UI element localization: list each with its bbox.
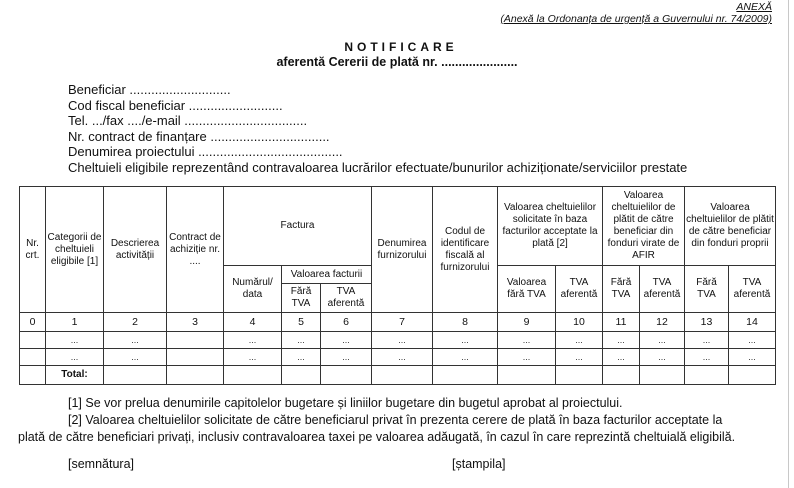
table-row	[20, 349, 776, 366]
expenses-table	[19, 186, 776, 385]
column-number: 3	[167, 313, 224, 332]
table-cell	[167, 349, 224, 366]
header-tva-aferenta-14: TVA aferentă	[729, 266, 776, 313]
column-number: 4	[224, 313, 282, 332]
table-cell: ...	[498, 349, 556, 366]
table-cell: ...	[224, 332, 282, 349]
table-cell: ...	[46, 332, 104, 349]
table-cell: ...	[603, 349, 640, 366]
table-cell	[640, 366, 685, 385]
document-subtitle: aferentă Cererii de plată nr. ......................	[276, 55, 518, 69]
table-cell	[20, 366, 46, 385]
table-cell	[167, 332, 224, 349]
table-cell: ...	[321, 332, 372, 349]
header-tva-aferenta-10: TVA aferentă	[556, 266, 603, 313]
table-cell: ...	[46, 349, 104, 366]
table-cell: ...	[640, 332, 685, 349]
table-row	[20, 332, 776, 349]
table-cell: ...	[282, 349, 321, 366]
table-cell	[603, 366, 640, 385]
field-project-name: Denumirea proiectului ........................................	[68, 144, 343, 160]
header-denumirea-furnizorului: Denumirea furnizorului	[372, 187, 433, 313]
table-cell: ...	[729, 332, 776, 349]
table-cell: ...	[104, 332, 167, 349]
table-cell: ...	[321, 349, 372, 366]
table-cell: ...	[498, 332, 556, 349]
header-valoarea-afir: Valoarea cheltuielilor de plătit de către beneficiar din fonduri virate de AFIR	[603, 187, 685, 266]
column-number-row	[20, 313, 776, 332]
table-cell: ...	[372, 349, 433, 366]
field-cod-fiscal: Cod fiscal beneficiar ..........................	[68, 97, 283, 113]
table-cell	[321, 366, 372, 385]
column-number: 13	[685, 313, 729, 332]
field-contract: Nr. contract de finanțare .................................	[68, 128, 330, 144]
column-number: 11	[603, 313, 640, 332]
table-cell: ...	[729, 349, 776, 366]
column-number: 10	[556, 313, 603, 332]
header-fara-tva-5: Fără TVA	[282, 284, 321, 313]
field-eligible-expenses: Cheltuieli eligibile reprezentând contravaloarea lucrărilor efectuate/bunurilor achiziționate/serviciilor prestate	[68, 159, 688, 175]
footnote-1: [1] Se vor prelua denumirile capitolelor bugetare și liniilor bugetare din bugetul aprobat al proiectului.	[68, 396, 623, 410]
table-cell	[20, 332, 46, 349]
header-valoarea-facturii: Valoarea facturii	[282, 266, 372, 284]
table-cell: ...	[104, 349, 167, 366]
table-cell: ...	[556, 349, 603, 366]
header-nr-crt: Nr. crt.	[20, 187, 46, 313]
table-cell	[556, 366, 603, 385]
footnote-2-line-2: plată de către beneficiari privați, inclusiv contravaloarea taxei pe valoarea adăugată, în cazul în care reprezintă cheltuială eligibilă.	[18, 430, 736, 444]
table-cell: ...	[372, 332, 433, 349]
table-cell: ...	[640, 349, 685, 366]
signature-label: [semnătura]	[68, 457, 135, 471]
total-row	[20, 366, 776, 385]
table-cell	[282, 366, 321, 385]
header-tva-aferenta-6: TVA aferentă	[321, 284, 372, 313]
table-cell: ...	[282, 332, 321, 349]
column-number: 1	[46, 313, 104, 332]
column-number: 12	[640, 313, 685, 332]
column-number: 2	[104, 313, 167, 332]
header-valoarea-solicitate: Valoarea cheltuielilor solicitate în baza facturilor acceptate la plată [2]	[498, 187, 603, 266]
footnotes	[18, 395, 778, 446]
table-cell	[685, 366, 729, 385]
table-cell: ...	[603, 332, 640, 349]
page-edge-divider	[788, 0, 789, 488]
header-factura: Factura	[224, 187, 372, 266]
column-number: 6	[321, 313, 372, 332]
annex-header	[500, 1, 772, 25]
table-cell	[433, 366, 498, 385]
table-cell	[498, 366, 556, 385]
table-cell	[372, 366, 433, 385]
field-contact: Tel. .../fax ..../e-mail ..................................	[68, 113, 308, 129]
header-fara-tva-13: Fără TVA	[685, 266, 729, 313]
column-number: 14	[729, 313, 776, 332]
header-valoarea-proprii: Valoarea cheltuielilor de plătit de către beneficiar din fonduri proprii	[685, 187, 776, 266]
annex-label: ANEXĂ	[736, 1, 772, 13]
table-cell: ...	[433, 332, 498, 349]
header-fara-tva-11: Fără TVA	[603, 266, 640, 313]
table-cell	[104, 366, 167, 385]
header-numarul-data: Numărul/ data	[224, 266, 282, 313]
column-number: 5	[282, 313, 321, 332]
table-cell: ...	[224, 349, 282, 366]
table-cell: ...	[685, 332, 729, 349]
column-number: 8	[433, 313, 498, 332]
document-title: NOTIFICARE	[344, 40, 458, 54]
stamp-label: [ștampila]	[452, 457, 506, 471]
table-cell	[167, 366, 224, 385]
header-valoarea-fara-tva: Valoarea fără TVA	[498, 266, 556, 313]
footnote-2-line-1: [2] Valoarea cheltuielilor solicitate de către beneficiarul privat în prezenta cerere de plată în baza facturilor acceptate la	[68, 413, 723, 427]
column-number: 9	[498, 313, 556, 332]
field-beneficiar: Beneficiar ............................	[68, 82, 231, 97]
table-cell: ...	[556, 332, 603, 349]
table-cell	[729, 366, 776, 385]
header-tva-aferenta-12: TVA aferentă	[640, 266, 685, 313]
header-contract: Contract de achiziție nr. ....	[167, 187, 224, 313]
column-number: 0	[20, 313, 46, 332]
header-categorii: Categorii de cheltuieli eligibile [1]	[46, 187, 104, 313]
beneficiary-fields	[68, 82, 687, 176]
header-descrierea: Descrierea activității	[104, 187, 167, 313]
table-cell: ...	[433, 349, 498, 366]
column-number: 7	[372, 313, 433, 332]
total-label: Total:	[46, 366, 104, 385]
table-cell: ...	[685, 349, 729, 366]
table-cell	[20, 349, 46, 366]
table-cell	[224, 366, 282, 385]
annex-subtitle: (Anexă la Ordonanța de urgență a Guvernului nr. 74/2009)	[500, 13, 772, 25]
header-cod-identificare: Codul de identificare fiscală al furnizorului	[433, 187, 498, 313]
